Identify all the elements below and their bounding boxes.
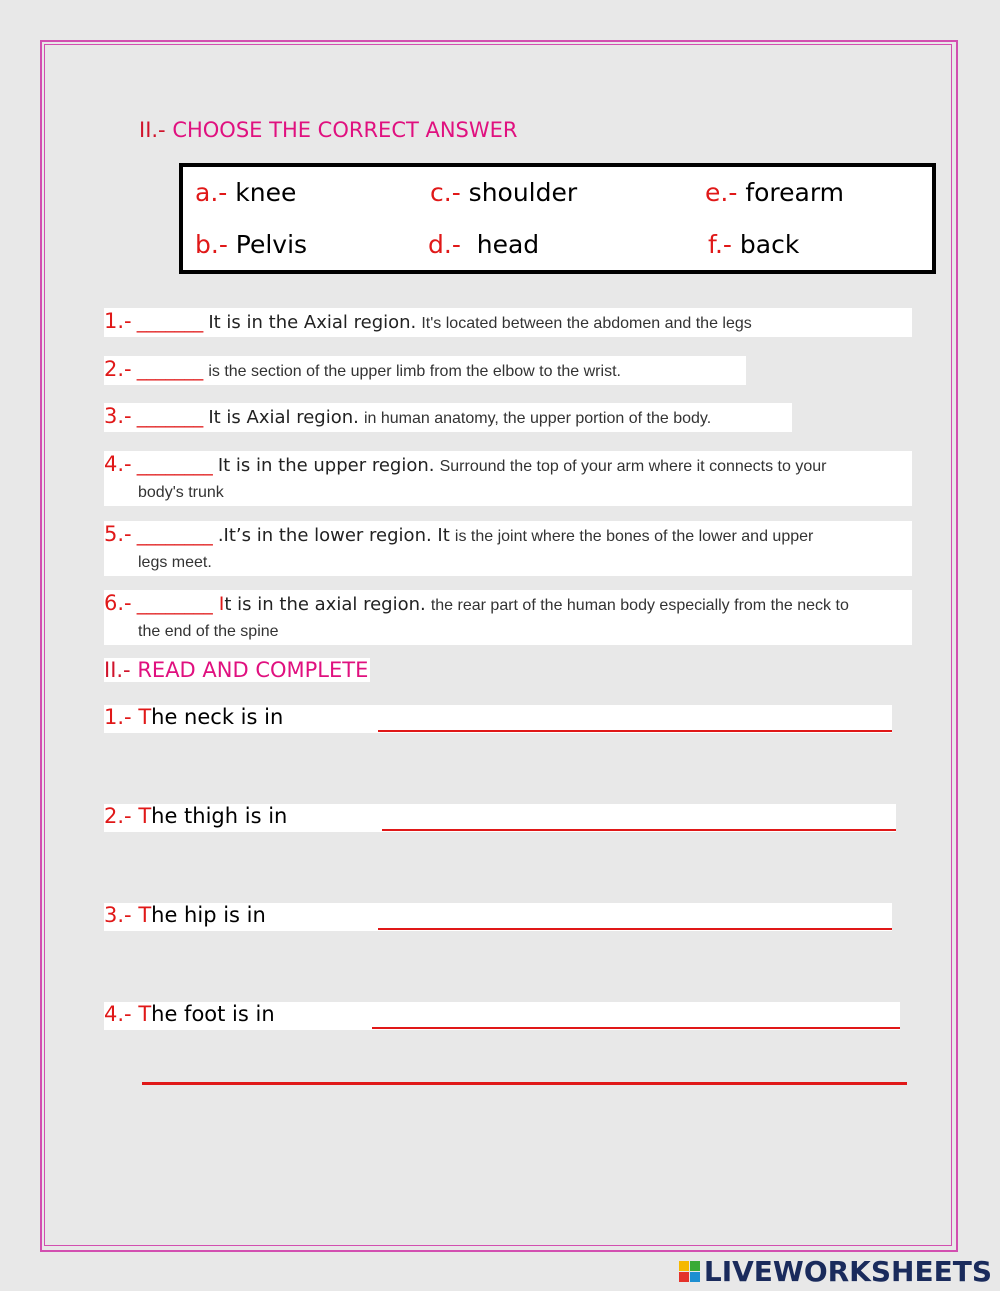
complete-text: he hip is in — [151, 903, 266, 927]
liveworksheets-logo-icon — [679, 1261, 700, 1282]
question-description: is the joint where the bones of the lower and upper — [454, 528, 814, 545]
extra-answer-line[interactable] — [142, 1082, 907, 1085]
question-2 — [104, 356, 746, 385]
option-word: Pelvis — [235, 230, 308, 259]
question-region: It is in the Axial region. — [208, 312, 417, 333]
section-title-text: CHOOSE THE CORRECT ANSWER — [172, 118, 518, 142]
question-region: .It’s in the lower region. It — [217, 525, 450, 546]
answer-line[interactable] — [378, 928, 892, 930]
option-d[interactable] — [428, 230, 539, 259]
option-e[interactable] — [705, 178, 844, 207]
option-b[interactable] — [195, 230, 307, 259]
question-region: It is Axial region. — [208, 407, 359, 428]
liveworksheets-footer — [679, 1255, 992, 1288]
option-word: shoulder — [468, 178, 578, 207]
section-title-choose — [139, 118, 518, 142]
question-number: 4.- — [104, 452, 132, 476]
option-letter: d.- — [428, 230, 461, 259]
option-letter: b.- — [195, 230, 228, 259]
question-description: in human anatomy, the upper portion of the body. — [363, 410, 712, 427]
question-1 — [104, 308, 912, 337]
option-c[interactable] — [430, 178, 577, 207]
option-word: back — [739, 230, 800, 259]
complete-number: 2.- — [104, 804, 132, 828]
question-description: Surround the top of your arm where it connects to your — [439, 458, 827, 475]
answer-blank[interactable]: ________ — [136, 454, 213, 476]
option-word: knee — [235, 178, 297, 207]
brand-name: LIVEWORKSHEETS — [703, 1255, 992, 1288]
section-title-text: READ AND COMPLETE — [137, 658, 369, 682]
question-continuation: legs meet. — [138, 554, 212, 571]
complete-first-letter: T — [138, 804, 152, 828]
section-number: II.- — [139, 118, 166, 142]
question-number: 5.- — [104, 522, 132, 546]
complete-number: 1.- — [104, 705, 132, 729]
complete-row-1 — [104, 705, 892, 733]
answer-blank[interactable]: _______ — [136, 406, 204, 428]
answer-blank[interactable]: _______ — [136, 311, 204, 333]
question-3 — [104, 403, 792, 432]
complete-first-letter: T — [138, 903, 152, 927]
question-number: 1.- — [104, 309, 132, 333]
option-word: head — [468, 230, 540, 259]
question-number: 3.- — [104, 404, 132, 428]
complete-first-letter: T — [138, 1002, 152, 1026]
complete-text: he thigh is in — [151, 804, 288, 828]
section-number: II.- — [104, 658, 131, 682]
complete-number: 4.- — [104, 1002, 132, 1026]
question-description: the rear part of the human body especially from the neck to — [430, 597, 849, 614]
complete-row-3 — [104, 903, 892, 931]
question-5 — [104, 521, 912, 576]
complete-row-2 — [104, 804, 896, 832]
option-a[interactable] — [195, 178, 296, 207]
answer-blank[interactable]: _______ — [136, 359, 204, 381]
question-6 — [104, 590, 912, 645]
complete-text: he neck is in — [151, 705, 284, 729]
option-letter: e.- — [705, 178, 738, 207]
answer-blank[interactable]: ________ — [136, 524, 213, 546]
section-title-complete — [104, 658, 370, 682]
option-f[interactable] — [708, 230, 799, 259]
option-letter: a.- — [195, 178, 228, 207]
question-4 — [104, 451, 912, 506]
option-word: forearm — [745, 178, 845, 207]
answer-blank[interactable]: ________ I — [136, 593, 225, 615]
option-letter: c.- — [430, 178, 461, 207]
answer-line[interactable] — [372, 1027, 900, 1029]
question-description: is the section of the upper limb from the elbow to the wrist. — [208, 363, 621, 380]
answer-line[interactable] — [382, 829, 896, 831]
complete-row-4 — [104, 1002, 900, 1030]
question-continuation: body's trunk — [138, 484, 224, 501]
answer-line[interactable] — [378, 730, 892, 732]
complete-first-letter: T — [138, 705, 152, 729]
complete-number: 3.- — [104, 903, 132, 927]
question-description: It's located between the abdomen and the legs — [421, 315, 752, 332]
question-region: t is in the axial region. — [224, 594, 426, 615]
complete-text: he foot is in — [151, 1002, 275, 1026]
question-number: 2.- — [104, 357, 132, 381]
question-continuation: the end of the spine — [138, 623, 279, 640]
option-letter: f.- — [708, 230, 732, 259]
question-region: It is in the upper region. — [217, 455, 435, 476]
question-number: 6.- — [104, 591, 132, 615]
